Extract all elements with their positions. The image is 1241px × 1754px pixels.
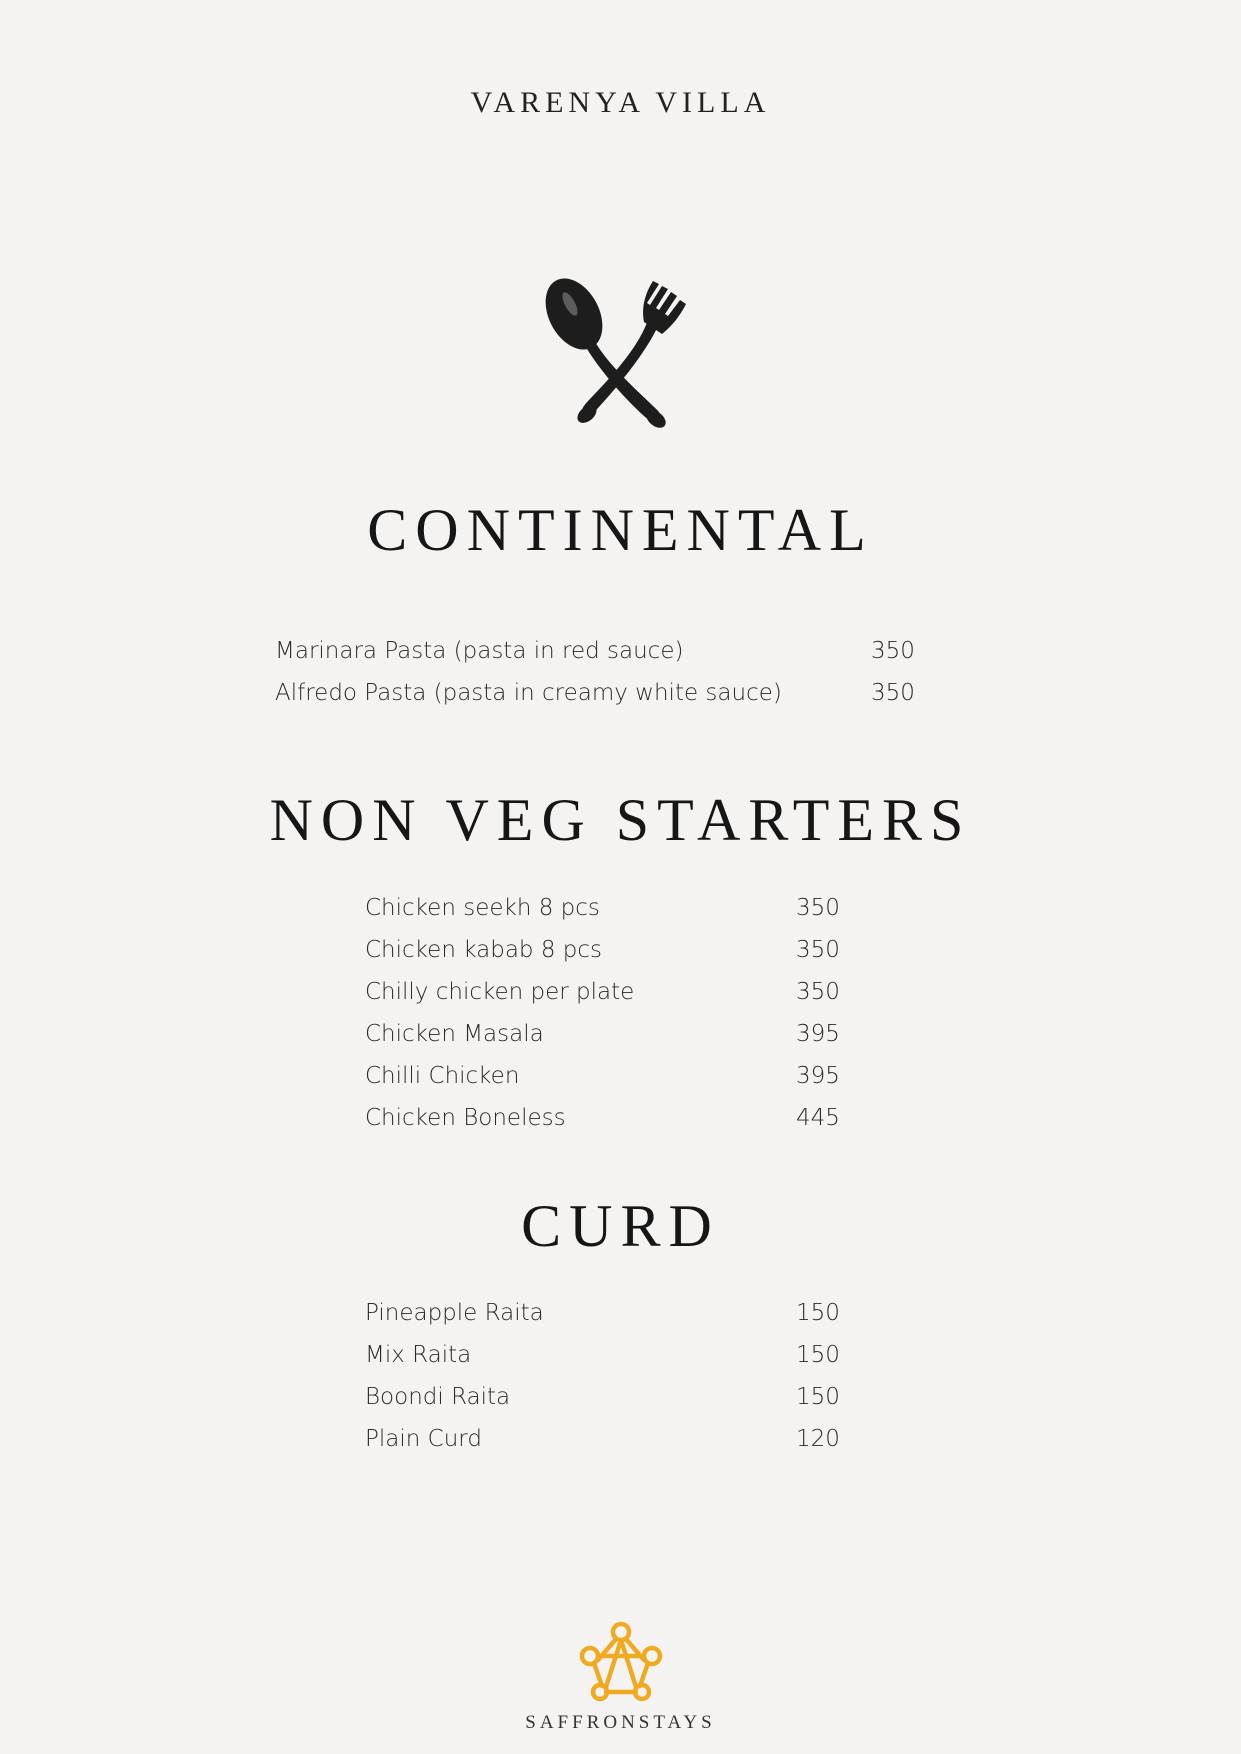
menu-item-name: Mix Raita (365, 1342, 472, 1368)
villa-name: VARENYA VILLA (470, 86, 771, 119)
menu-item-name: Chicken seekh 8 pcs (365, 895, 600, 921)
menu-item-name: Pineapple Raita (365, 1300, 544, 1326)
menu-item (365, 1334, 865, 1376)
menu-item-price: 150 (796, 1300, 840, 1326)
menu-item (365, 1376, 865, 1418)
menu-item (365, 1292, 865, 1334)
menu-item-name: Chicken Masala (365, 1021, 544, 1047)
menu-item-price: 350 (871, 680, 915, 706)
menu-item-price: 445 (796, 1105, 840, 1131)
section-title-continental: CONTINENTAL (367, 497, 874, 563)
menu-item-name: Chilly chicken per plate (365, 979, 635, 1005)
menu-item (275, 630, 925, 672)
menu-item (365, 1013, 865, 1055)
menu-item (365, 887, 865, 929)
continental-menu-list (275, 630, 925, 714)
menu-item-name: Marinara Pasta (pasta in red sauce) (275, 638, 684, 664)
section-title-non-veg-starters: NON VEG STARTERS (269, 787, 972, 853)
menu-item (365, 1055, 865, 1097)
menu-item-price: 395 (796, 1021, 840, 1047)
spoon-fork-crossed-icon (540, 276, 705, 438)
brand-name: SAFFRONSTAYS (525, 1712, 716, 1733)
menu-item-price: 350 (871, 638, 915, 664)
saffronstays-knot-logo-icon (578, 1620, 664, 1704)
menu-item-price: 120 (796, 1426, 840, 1452)
menu-item-name: Chilli Chicken (365, 1063, 520, 1089)
menu-item (275, 672, 925, 714)
menu-item-name: Chicken Boneless (365, 1105, 566, 1131)
menu-item-price: 150 (796, 1384, 840, 1410)
menu-item-name: Plain Curd (365, 1426, 482, 1452)
menu-item (365, 929, 865, 971)
menu-item-price: 395 (796, 1063, 840, 1089)
menu-item (365, 1097, 865, 1139)
menu-item-name: Alfredo Pasta (pasta in creamy white sauce) (275, 680, 782, 706)
non-veg-starters-menu-list (365, 887, 865, 1139)
menu-item-name: Boondi Raita (365, 1384, 511, 1410)
menu-item (365, 971, 865, 1013)
menu-item-price: 350 (796, 979, 840, 1005)
menu-item-price: 150 (796, 1342, 840, 1368)
section-title-curd: CURD (521, 1193, 720, 1259)
menu-item-name: Chicken kabab 8 pcs (365, 937, 602, 963)
curd-menu-list (365, 1292, 865, 1460)
menu-item-price: 350 (796, 937, 840, 963)
menu-item (365, 1418, 865, 1460)
menu-item-price: 350 (796, 895, 840, 921)
